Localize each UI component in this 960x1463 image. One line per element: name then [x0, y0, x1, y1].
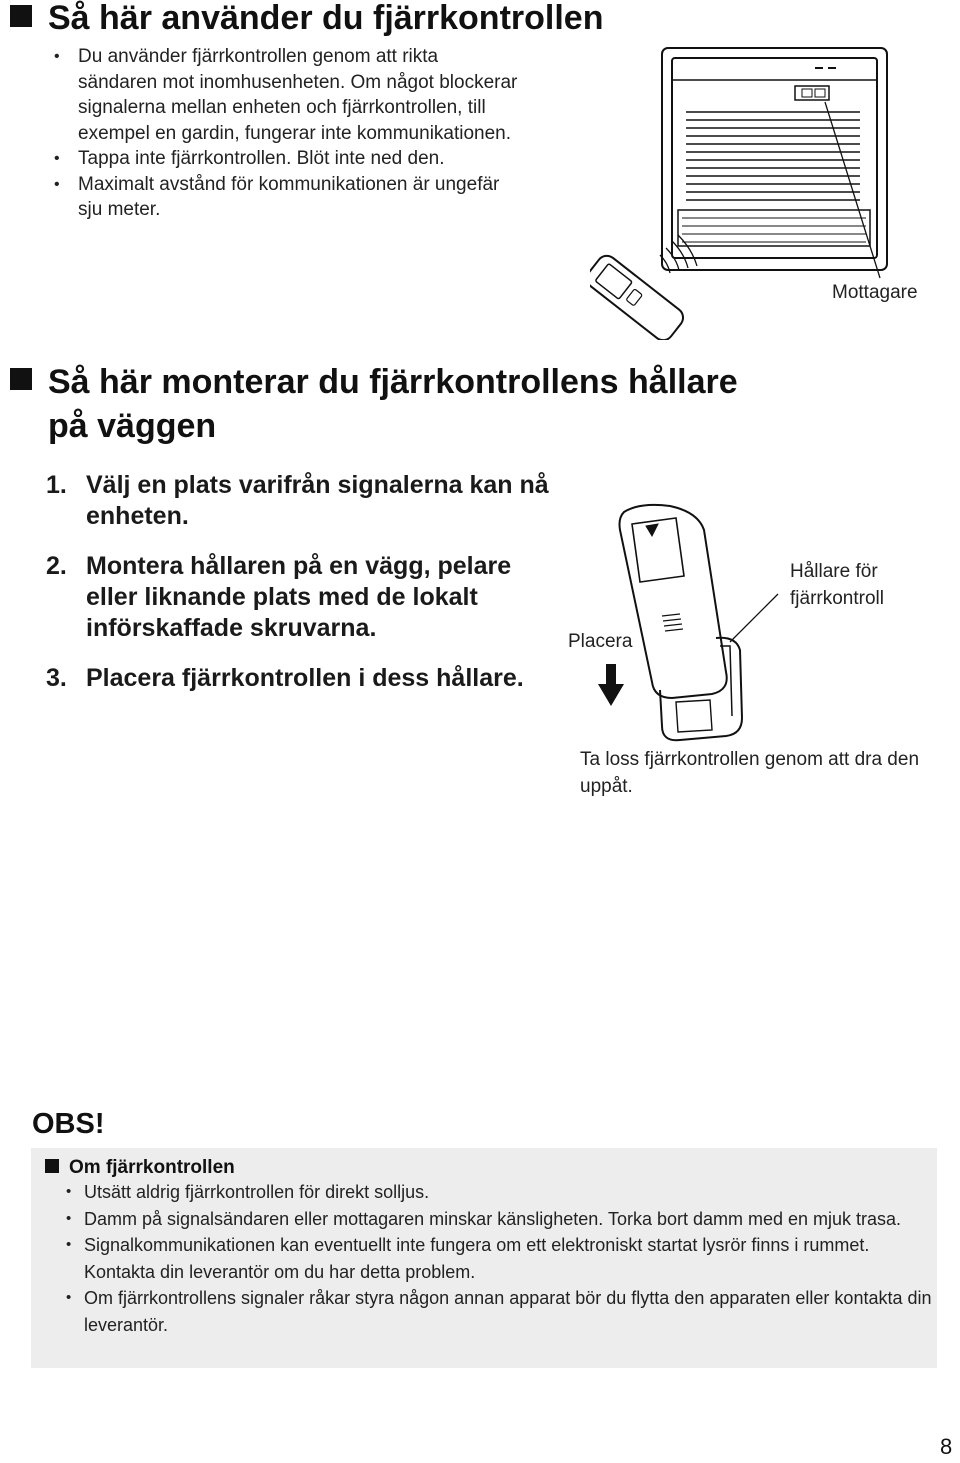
list-item: • Signalkommunikationen kan eventuellt inte fungera om ett elektroniskt startat lysrör finns i rummet. Kontakta din leverantör om du har detta problem. — [64, 1232, 934, 1285]
notes-heading: Om fjärrkontrollen — [45, 1156, 235, 1180]
list-item: 1. Välj en plats varifrån signalerna kan nå enheten. — [46, 471, 549, 530]
notes-list — [64, 1179, 934, 1338]
page-number: 8 — [940, 1434, 953, 1459]
remote-holder-illustration — [580, 490, 780, 750]
receiver-label: Mottagare — [832, 282, 918, 303]
list-item: • Maximalt avstånd för kommunikationen är ungefär sju meter. — [52, 172, 522, 223]
list-item: • Utsätt aldrig fjärrkontrollen för direkt solljus. — [64, 1179, 934, 1206]
section-marker-icon — [10, 368, 32, 390]
list-item: • Tappa inte fjärrkontrollen. Blöt inte ned den. — [52, 146, 522, 172]
list-item: • Du använder fjärrkontrollen genom att rikta sändaren mot inomhusenheten. Om något blockerar signalerna mellan enheten och fjärrkontrollen, till exempel en gardin, fungerar inte kommunikationen. — [52, 44, 522, 146]
list-item: 2. Montera hållaren på en vägg, pelare eller liknande plats med de lokalt införskaffade skruvarna. — [46, 552, 512, 642]
list-item: 3. Placera fjärrkontrollen i dess hållare. — [46, 664, 524, 692]
section-marker-icon — [45, 1159, 59, 1173]
section-marker-icon — [10, 5, 32, 27]
place-label: Placera — [568, 631, 633, 652]
notes-title: OBS! — [32, 1108, 105, 1140]
holder-label: Hållare för fjärrkontroll — [790, 561, 884, 609]
notes-box — [31, 1148, 937, 1368]
arrow-down-icon — [598, 664, 624, 706]
list-item: • Om fjärrkontrollens signaler råkar styra någon annan apparat bör du flytta den apparaten eller kontakta din leverantör. — [64, 1285, 934, 1338]
mounting-steps-list — [46, 470, 556, 713]
list-item: • Damm på signalsändaren eller mottagaren minskar känsligheten. Torka bort damm med en mjuk trasa. — [64, 1206, 934, 1233]
usage-bullet-list — [52, 44, 522, 223]
removal-caption: Ta loss fjärrkontrollen genom att dra den uppåt. — [580, 749, 920, 797]
section-title-use-remote: Så här använder du fjärrkontrollen — [10, 0, 603, 38]
section-title-mount-holder: Så här monterar du fjärrkontrollens hållare på väggen — [10, 360, 738, 448]
